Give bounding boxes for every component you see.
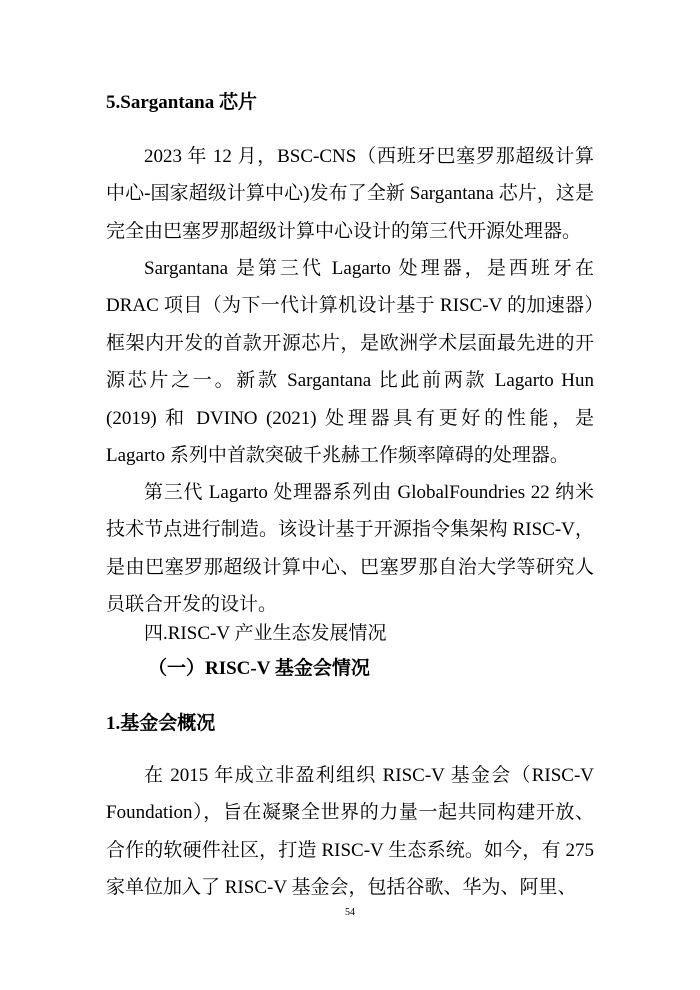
page-number: 54: [345, 907, 355, 918]
section-title-riscv-ecosystem: 四.RISC-V 产业生态发展情况: [144, 623, 387, 644]
subsection-title-riscv-foundation: （一）RISC-V 基金会情况: [148, 658, 370, 679]
paragraph-foundation-intro: 在 2015 年成立非盈利组织 RISC-V 基金会（RISC-V Foundation），旨在凝聚全世界的力量一起共同构建开放、合作的软硬件社区，打造 RISC-V 生态系统。如今，有 275 家单位加入了 RISC-V 基金会，包括谷歌、华为、阿里、: [106, 765, 594, 899]
paragraph-sargantana-release: 2023 年 12 月，BSC-CNS（西班牙巴塞罗那超级计算中心-国家超级计算中心)发布了全新 Sargantana 芯片，这是完全由巴塞罗那超级计算中心设计的第三代开源处理器。: [106, 146, 594, 242]
heading-foundation-overview: 1.基金会概况: [106, 713, 216, 734]
heading-sargantana-chip: 5.Sargantana 芯片: [106, 92, 257, 113]
paragraph-globalfoundries: 第三代 Lagarto 处理器系列由 GlobalFoundries 22 纳米技术节点进行制造。该设计基于开源指令集架构 RISC-V，是由巴塞罗那超级计算中心、巴塞罗那自治大学等研究人员联合开发的设计。: [106, 482, 594, 616]
paragraph-lagarto-processor: Sargantana 是第三代 Lagarto 处理器，是西班牙在 DRAC 项目（为下一代计算机设计基于 RISC-V 的加速器）框架内开发的首款开源芯片，是欧洲学术层面最先进的开源芯片之一。新款 Sargantana 比此前两款 Lagarto Hun (2019) 和 DVINO (2021) 处理器具有更好的性能，是 Lagarto 系列中首款突破千兆赫工作频率障碍的处理器。: [106, 258, 594, 467]
